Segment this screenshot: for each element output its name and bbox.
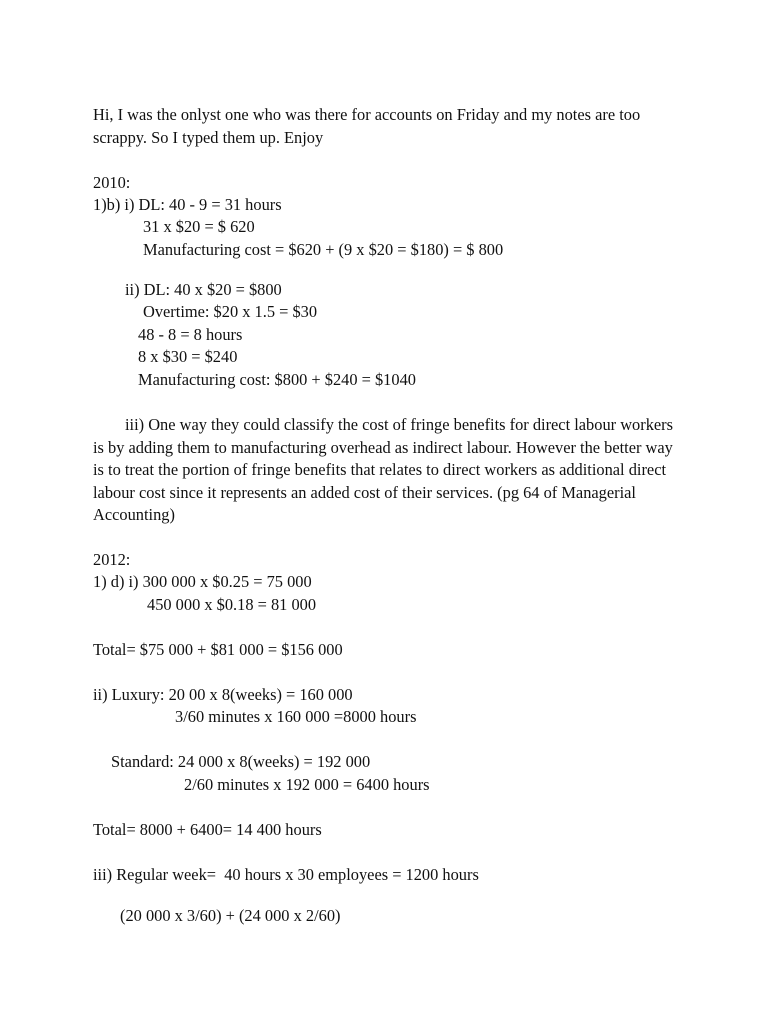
heading-2012: 2012: — [93, 550, 131, 569]
heading-2010: 2010: — [93, 173, 131, 192]
q1d-iii-line2: (20 000 x 3/60) + (24 000 x 2/60) — [120, 906, 341, 925]
q1b-ii-line1: ii) DL: 40 x $20 = $800 — [125, 280, 282, 299]
q1d-i-line1: 1) d) i) 300 000 x $0.25 = 75 000 — [93, 572, 312, 591]
q1b-iii-paragraph: iii) One way they could classify the cost of fringe benefits for direct labour workers is by adding them to manufacturing overhead as indirect labour. However the better way is to treat the portion of fringe benefits that relates to direct workers as additional direct labour cost since it represents an added cost of their services. (pg 64 of Managerial Accounting) — [93, 415, 673, 524]
q1b-i-line3: Manufacturing cost = $620 + (9 x $20 = $180) = $ 800 — [143, 240, 504, 259]
q1b-ii-line3: 48 - 8 = 8 hours — [138, 325, 243, 344]
q1d-ii-luxury2: 3/60 minutes x 160 000 =8000 hours — [175, 707, 417, 726]
q1b-ii-line4: 8 x $30 = $240 — [138, 347, 238, 366]
q1d-i-line2: 450 000 x $0.18 = 81 000 — [147, 595, 317, 614]
q1d-ii-standard2: 2/60 minutes x 192 000 = 6400 hours — [184, 775, 430, 794]
q1d-ii-total: Total= 8000 + 6400= 14 400 hours — [93, 820, 322, 839]
q1b-i-line2: 31 x $20 = $ 620 — [143, 217, 255, 236]
intro-paragraph: Hi, I was the onlyst one who was there for accounts on Friday and my notes are too scrappy. So I typed them up. Enjoy — [93, 105, 641, 147]
q1d-i-total: Total= $75 000 + $81 000 = $156 000 — [93, 640, 343, 659]
q1b-i-line1: 1)b) i) DL: 40 - 9 = 31 hours — [93, 195, 282, 214]
q1d-iii-line1: iii) Regular week= 40 hours x 30 employees = 1200 hours — [93, 865, 479, 884]
q1d-ii-luxury1: ii) Luxury: 20 00 x 8(weeks) = 160 000 — [93, 685, 353, 704]
q1b-ii-line5: Manufacturing cost: $800 + $240 = $1040 — [138, 370, 416, 389]
q1d-ii-standard1: Standard: 24 000 x 8(weeks) = 192 000 — [111, 752, 371, 771]
q1b-ii-line2: Overtime: $20 x 1.5 = $30 — [143, 302, 318, 321]
